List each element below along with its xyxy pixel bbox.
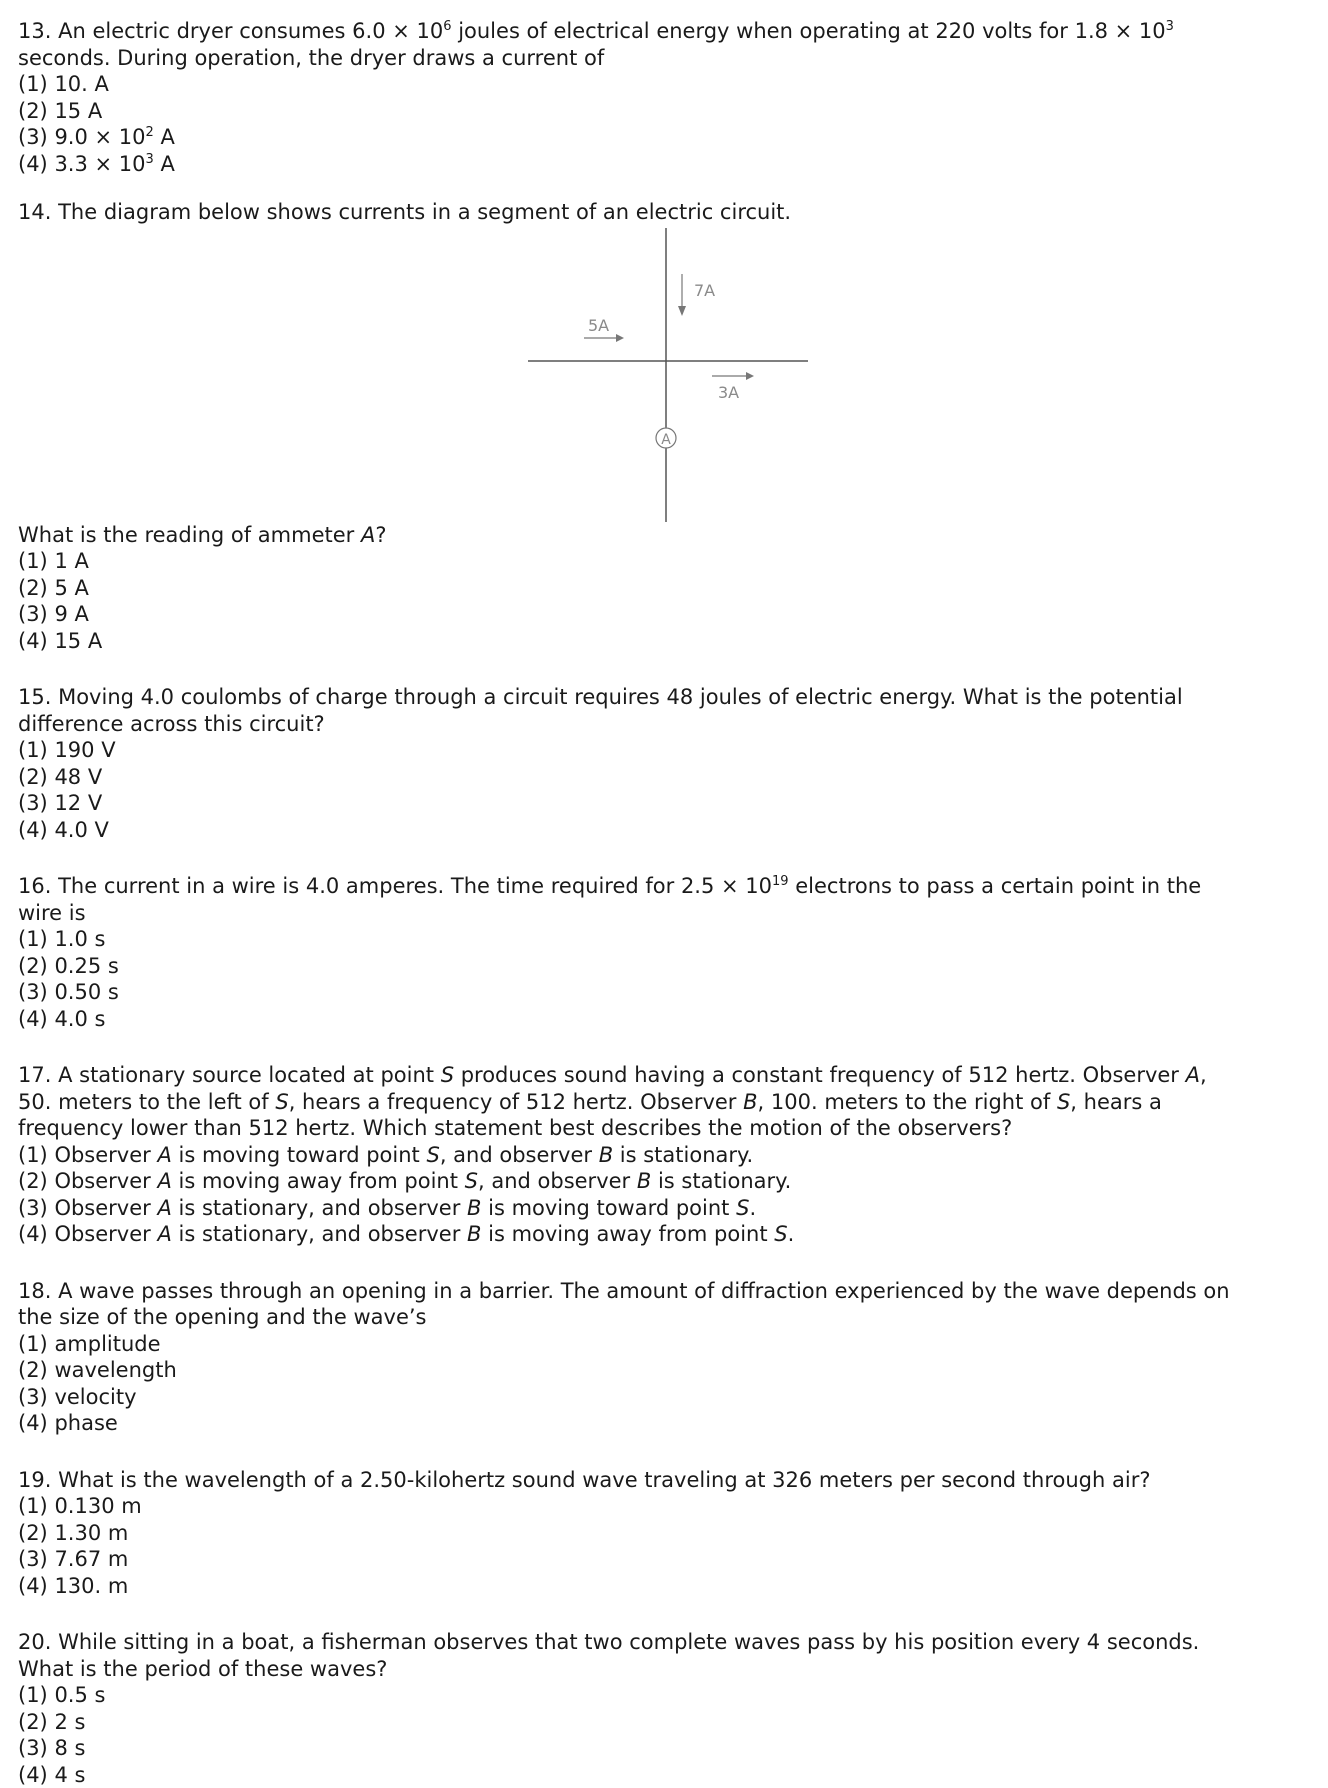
question-stem: 16. The current in a wire is 4.0 amperes. The time required for $2.5 \times 10^{19}$ electrons to pass a certain point in the xyxy=(18,873,1318,900)
question-number: 14. xyxy=(18,200,51,224)
answer-option: (2) 5 A xyxy=(18,575,1318,602)
answer-option: (4) $3.3 \times 10^3$ A xyxy=(18,151,1318,178)
answer-option: (4) 15 A xyxy=(18,628,1318,655)
answer-option: (3) velocity xyxy=(18,1384,1318,1411)
answer-option: (4) phase xyxy=(18,1410,1318,1437)
answer-option: (1) 1 A xyxy=(18,548,1318,575)
current-label-3a: 3A xyxy=(718,383,739,402)
answer-option: (3) 7.67 m xyxy=(18,1546,1318,1573)
answer-option: (4) Observer A is stationary, and observer B is moving away from point S. xyxy=(18,1221,1318,1248)
answer-option: (2) 48 V xyxy=(18,764,1318,791)
arrow-7a-head xyxy=(678,306,686,316)
answer-option: (1) 10. A xyxy=(18,71,1318,98)
question-18 xyxy=(18,1278,1318,1437)
answer-option: (1) Observer A is moving toward point S, and observer B is stationary. xyxy=(18,1142,1318,1169)
question-number: 18. xyxy=(18,1279,51,1303)
question-number: 15. xyxy=(18,685,51,709)
question-number: 20. xyxy=(18,1630,51,1654)
arrow-5a-head xyxy=(616,334,624,342)
answer-option: (3) 0.50 s xyxy=(18,979,1318,1006)
circuit-diagram xyxy=(18,226,1318,522)
arrow-3a-head xyxy=(746,372,754,380)
question-stem-continued: wire is xyxy=(18,900,1318,927)
answer-option: (1) 1.0 s xyxy=(18,926,1318,953)
answer-option: (4) 4.0 V xyxy=(18,817,1318,844)
question-stem-continued: difference across this circuit? xyxy=(18,711,1318,738)
answer-option: (2) 0.25 s xyxy=(18,953,1318,980)
answer-option: (2) 1.30 m xyxy=(18,1520,1318,1547)
answer-option: (4) 4 s xyxy=(18,1762,1318,1788)
question-19 xyxy=(18,1467,1318,1600)
answer-option: (2) Observer A is moving away from point S, and observer B is stationary. xyxy=(18,1168,1318,1195)
question-stem: 20. While sitting in a boat, a fisherman observes that two complete waves pass by his position every 4 seconds. xyxy=(18,1629,1318,1656)
question-stem: 13. An electric dryer consumes $6.0 \times 10^6$ joules of electrical energy when operating at 220 volts for $1.8 \times 10^3$ xyxy=(18,18,1318,45)
answer-option: (1) amplitude xyxy=(18,1331,1318,1358)
answer-option: (3) $9.0 \times 10^2$ A xyxy=(18,124,1318,151)
question-stem: 14. The diagram below shows currents in a segment of an electric circuit. xyxy=(18,199,1318,226)
circuit-diagram-svg xyxy=(18,226,1318,522)
ammeter-label: A xyxy=(661,432,671,448)
question-14 xyxy=(18,199,1318,654)
worksheet-page xyxy=(18,18,1318,1788)
answer-option: (2) wavelength xyxy=(18,1357,1318,1384)
question-number: 19. xyxy=(18,1468,51,1492)
current-label-5a: 5A xyxy=(588,316,609,335)
answer-option: (1) 190 V xyxy=(18,737,1318,764)
question-stem: 17. A stationary source located at point S produces sound having a constant frequency of 512 hertz. Observer A, xyxy=(18,1062,1318,1089)
answer-option: (3) 9 A xyxy=(18,601,1318,628)
question-15 xyxy=(18,684,1318,843)
answer-option: (4) 4.0 s xyxy=(18,1006,1318,1033)
question-prompt: What is the reading of ammeter A? xyxy=(18,522,1318,549)
question-stem: 18. A wave passes through an opening in a barrier. The amount of diffraction experienced by the wave depends on xyxy=(18,1278,1318,1305)
answer-option: (4) 130. m xyxy=(18,1573,1318,1600)
question-number: 17. xyxy=(18,1063,51,1087)
answer-option: (2) 15 A xyxy=(18,98,1318,125)
question-stem-continued: 50. meters to the left of S, hears a frequency of 512 hertz. Observer B, 100. meters to the right of S, hears a xyxy=(18,1089,1318,1116)
question-20 xyxy=(18,1629,1318,1788)
question-number: 13. xyxy=(18,19,51,43)
question-stem-continued: the size of the opening and the wave’s xyxy=(18,1304,1318,1331)
question-stem-continued: frequency lower than 512 hertz. Which statement best describes the motion of the observers? xyxy=(18,1115,1318,1142)
answer-option: (3) 12 V xyxy=(18,790,1318,817)
question-number: 16. xyxy=(18,874,51,898)
answer-option: (3) Observer A is stationary, and observer B is moving toward point S. xyxy=(18,1195,1318,1222)
answer-option: (2) 2 s xyxy=(18,1709,1318,1736)
question-16 xyxy=(18,873,1318,1032)
question-13 xyxy=(18,18,1318,177)
question-stem: 15. Moving 4.0 coulombs of charge through a circuit requires 48 joules of electric energy. What is the potential xyxy=(18,684,1318,711)
answer-option: (1) 0.5 s xyxy=(18,1682,1318,1709)
question-17 xyxy=(18,1062,1318,1248)
current-label-7a: 7A xyxy=(694,281,715,300)
question-stem-continued: seconds. During operation, the dryer draws a current of xyxy=(18,45,1318,72)
answer-option: (3) 8 s xyxy=(18,1735,1318,1762)
question-stem-continued: What is the period of these waves? xyxy=(18,1656,1318,1683)
answer-option: (1) 0.130 m xyxy=(18,1493,1318,1520)
question-stem: 19. What is the wavelength of a 2.50-kilohertz sound wave traveling at 326 meters per second through air? xyxy=(18,1467,1318,1494)
